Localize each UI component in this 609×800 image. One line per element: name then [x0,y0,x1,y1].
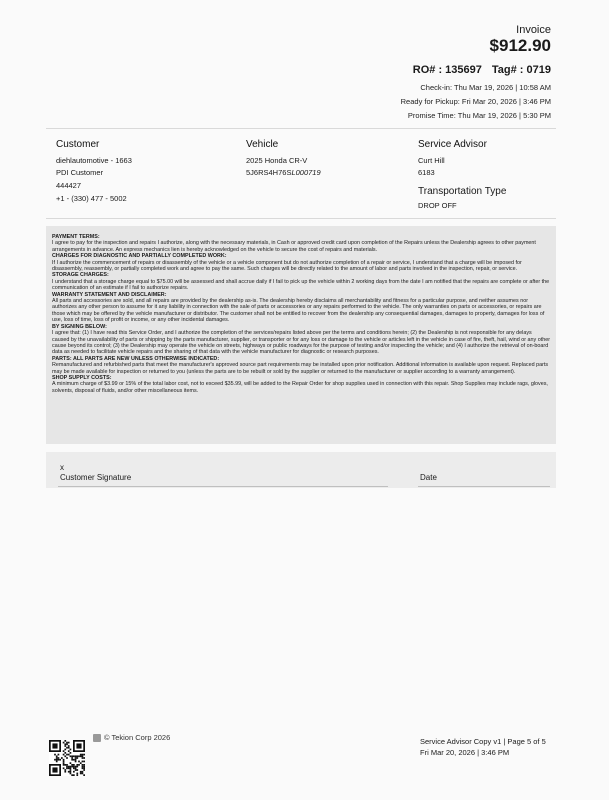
terms-heading: CHARGES FOR DIAGNOSTIC AND PARTIALLY COMPLETED WORK: [52,253,227,260]
terms-heading: PAYMENT TERMS: [52,234,100,240]
terms-paragraph: I understand that a storage charge equal to $75.00 will be assessed and shall accrue daily if I fail to pick up the vehicle within 2 working days from the date I am notified that the repairs are complete or after the communication of an estimate if I fail to authorize repairs. [52,278,550,292]
customer-id: 444427 [56,181,82,190]
signature-line [58,486,388,487]
printed-timestamp: Fri Mar 20, 2026 | 3:46 PM [420,748,510,757]
terms-heading: PARTS: ALL PARTS ARE NEW UNLESS OTHERWISE INDICATED: [52,355,220,362]
transportation-heading: Transportation Type [418,186,507,197]
terms-box [46,226,556,444]
customer-type: PDI Customer [56,168,104,177]
vehicle-section [246,138,321,179]
info-divider [46,218,556,219]
terms-paragraph: If I authorize the commencement of repairs or disassembly of the vehicle or a vehicle component but do not authorize completion of a repair or service, I understand that a charge will be imposed for disassembly, reassembly, or partially completed work and agree to pay the same. Such charges will be directly related to the amount of labor and parts involved in the inspection, repair, or service. [52,259,522,273]
transportation-value: DROP OFF [418,201,457,210]
ro-tag-line [413,64,551,76]
terms-heading: STORAGE CHARGES: [52,272,109,279]
qr-code-icon [49,740,85,776]
vehicle-vin [246,167,321,179]
date-line [418,486,550,487]
terms-heading: SHOP SUPPLY COSTS: [52,374,112,381]
tag-number: Tag# : 0719 [491,64,551,76]
check-in-time: Check-in: Thu Mar 19, 2026 | 10:58 AM [420,83,551,92]
vehicle-heading: Vehicle [246,139,279,150]
advisor-section [418,138,487,179]
vin-prefix: 5J6RS4H76S [246,168,292,177]
ro-number: RO# : 135697 [412,64,482,76]
terms-heading: WARRANTY STATEMENT AND DISCLAIMER: [52,291,167,298]
header-divider [46,128,556,129]
terms-paragraph: I agree to pay for the inspection and repairs I authorize, along with the necessary materials, in Cash or approved credit card upon completion of the Repairs unless the Dealership agrees to other payment arrangements in advance. An express mechanics lien is hereby acknowledged on the vehicle to secure the cost of repairs and materials. [52,240,536,253]
copyright-text: © Tekion Corp 2026 [104,733,171,742]
terms-paragraph: Remanufactured and refurbished parts that meet the manufacturer's approved source part requirements may be installed upon prior notification. Additional information is available upon request. Replaced parts may be made available for inspection or returned to you (unless the parts are to be rebuilt or sold by the supplier or returned to the manufacturer or supplier according to a warranty arrangement). [52,362,549,375]
signature-x-mark: x [60,463,64,472]
advisor-heading: Service Advisor [418,139,487,150]
advisor-number: 6183 [418,168,435,177]
vehicle-model: 2025 Honda CR-V [246,156,308,165]
customer-heading: Customer [56,139,100,150]
terms-paragraph: All parts and accessories are sold, and all repairs are provided by the dealership as-is. The dealership hereby disclaims all merchantability and fitness for a particular purpose, and neither assumes nor authorizes any other person to assume for it any liability in connection with the sale of parts or accessories or any repairs performed to the vehicle. The only warranties on parts or accessories, or repairs are those which may be offered by the vehicle manufacturer or distributor. The customer shall not be entitled to recover from the dealership any consequential damages, damages to property, damages for loss of use, loss of time, loss of profit or income, or any other incidental damages. [52,298,545,324]
ready-for-pickup-time: Ready for Pickup: Fri Mar 20, 2026 | 3:46 PM [400,97,551,106]
customer-section [56,138,132,205]
invoice-label: Invoice [516,24,551,36]
promise-time: Promise Time: Thu Mar 19, 2026 | 5:30 PM [407,111,551,120]
vin-suffix: L000719 [291,168,321,177]
date-label: Date [420,473,437,482]
tekion-logo-icon [93,734,101,742]
customer-signature-label: Customer Signature [60,473,132,482]
customer-phone: +1 - (330) 477 - 5002 [56,194,127,203]
terms-paragraph: A minimum charge of $3.99 or 15% of the total labor cost, not to exceed $35.99, will be added to the Repair Order for shop supplies used in connection with this repair. Shop Supplies may include rags, gloves, solvents, disposal of fluids, and/or other miscellaneous items. [52,381,548,394]
invoice-total: $912.90 [489,36,551,55]
advisor-name: Curt Hill [418,156,445,165]
terms-paragraph: I agree that: (1) I have read this Service Order, and I authorize the completion of the services/repairs listed above per the terms and conditions herein; (2) the Dealership is not responsible for any delays caused by the unavailability of parts or shipping by the parts manufacturer, supplier, or transporter or for any loss or damage to the vehicle or articles left in the vehicle in case of fire, theft, hail, wind or any other cause beyond its control; (3) the Dealership may operate the vehicle on streets, highways or public roadways for the purpose of testing and/or inspecting the vehicle; and (4) I authorize the retrieval of on-board data as needed to facilitate vehicle repairs and the sharing of that data with the vehicle manufacturer for diagnostic or research purposes. [52,330,550,356]
signature-band [46,452,556,488]
terms-heading: BY SIGNING BELOW: [52,323,107,330]
customer-name: diehlautomotive - 1663 [56,156,132,165]
copy-page-info: Service Advisor Copy v1 | Page 5 of 5 [420,737,546,746]
